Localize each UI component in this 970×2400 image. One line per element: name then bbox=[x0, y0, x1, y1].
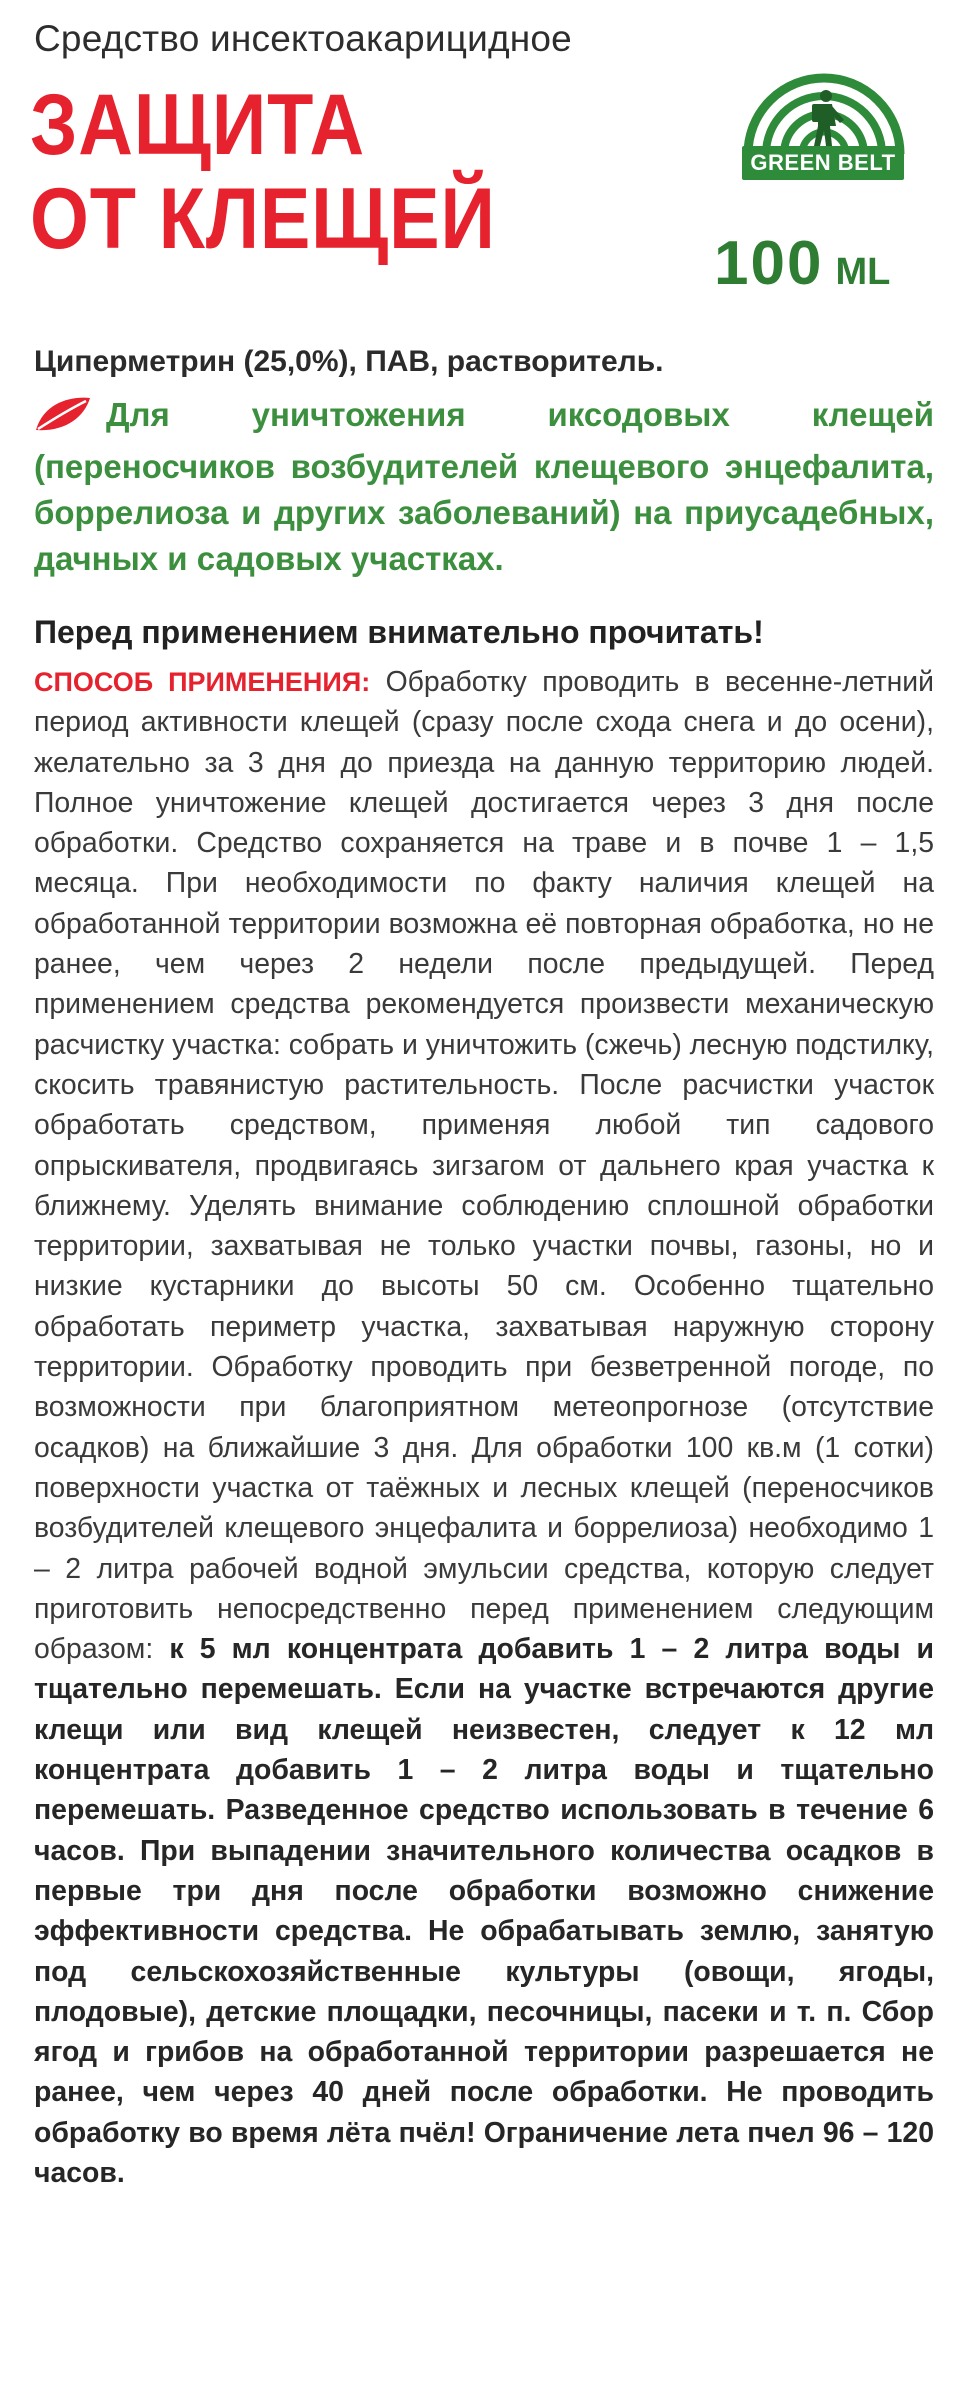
purpose-paragraph bbox=[34, 392, 934, 582]
warning-text: Перед применением внимательно прочитать! bbox=[34, 614, 764, 650]
volume-label bbox=[714, 228, 890, 299]
brand-logo bbox=[728, 70, 920, 190]
radar-rings-with-hiker-icon bbox=[728, 70, 920, 154]
volume-unit: ML bbox=[835, 251, 891, 293]
title-line-1: ЗАЩИТА bbox=[30, 77, 365, 173]
instructions-bold-text: к 5 мл концентрата добавить 1 – 2 литра воды и тщательно перемешать. Если на участке встречаются другие клещи или вид клещей неизвестен, следует к 12 мл концентрата добавить 1 – 2 литра воды и тщательно перемешать. Разведенное средство использовать в течение 6 часов. При выпадении значительного количества осадков в первые три дня после обработки возможно снижение эффективности средства. Не обрабатывать землю, занятую под сельскохозяйственные культуры (овощи, ягоды, плодовые), детские площадки, песочницы, пасеки и т. п. Сбор ягод и грибов на обработанной территории разрешается не ранее, чем через 40 дней после обработки. Не проводить обработку во время лёта пчёл! Ограничение лета пчел 96 – 120 часов. bbox=[34, 1633, 934, 2189]
title-line-2: ОТ КЛЕЩЕЙ bbox=[30, 171, 496, 267]
instructions-regular-text: Обработку проводить в весенне-летний период активности клещей (сразу после схода снега и до осени), желательно за 3 дня до приезда на данную территорию людей. Полное уничтожение клещей достигается через 3 дня после обработки. Средство сохраняется на траве и в почве 1 – 1,5 месяца. При необходимости по факту наличия клещей на обработанной территории возможна её повторная обработка, но не ранее, чем через 2 недели после предыдущей. Перед применением средства рекомендуется произвести механическую расчистку участка: собрать и уничтожить (сжечь) лесную подстилку, скосить травянистую растительность. После расчистки участок обработать средством, применяя любой тип садового опрыскивателя, продвигаясь зигзагом от дальнего края участка к ближнему. Уделять внимание соблюдению сплошной обработки территории, захватывая не только участки почвы, газоны, но и низкие кустарники до высоты 50 см. Особенно тщательно обработать периметр участка, захватывая наружную сторону территории. Обработку проводить при безветренной погоде, по возможности при благоприятном метеопрогнозе (отсутствие осадков) на ближайшие 3 дня. Для обработки 100 кв.м (1 сотки) поверхности участка от таёжных и лесных клещей (переносчиков возбудителей клещевого энцефалита и боррелиоза) необходимо 1 – 2 литра рабочей водной эмульсии средства, которую следует приготовить непосредственно перед применением следующим образом: bbox=[34, 666, 935, 1666]
volume-number: 100 bbox=[714, 229, 824, 298]
product-title bbox=[30, 78, 496, 266]
leaf-icon bbox=[34, 396, 92, 444]
brand-name: GREEN BELT bbox=[742, 146, 904, 180]
method-heading: СПОСОБ ПРИМЕНЕНИЯ: bbox=[34, 667, 371, 697]
purpose-text: Для уничтожения иксодовых клещей (переносчиков возбудителей клещевого энцефалита, боррелиоза и других заболеваний) на приусадебных, дачных и садовых участках. bbox=[34, 396, 934, 577]
composition-text: Циперметрин (25,0%), ПАВ, растворитель. bbox=[34, 345, 664, 378]
instructions-paragraph bbox=[34, 662, 934, 2193]
product-subtitle: Средство инсектоакарицидное bbox=[34, 18, 572, 59]
